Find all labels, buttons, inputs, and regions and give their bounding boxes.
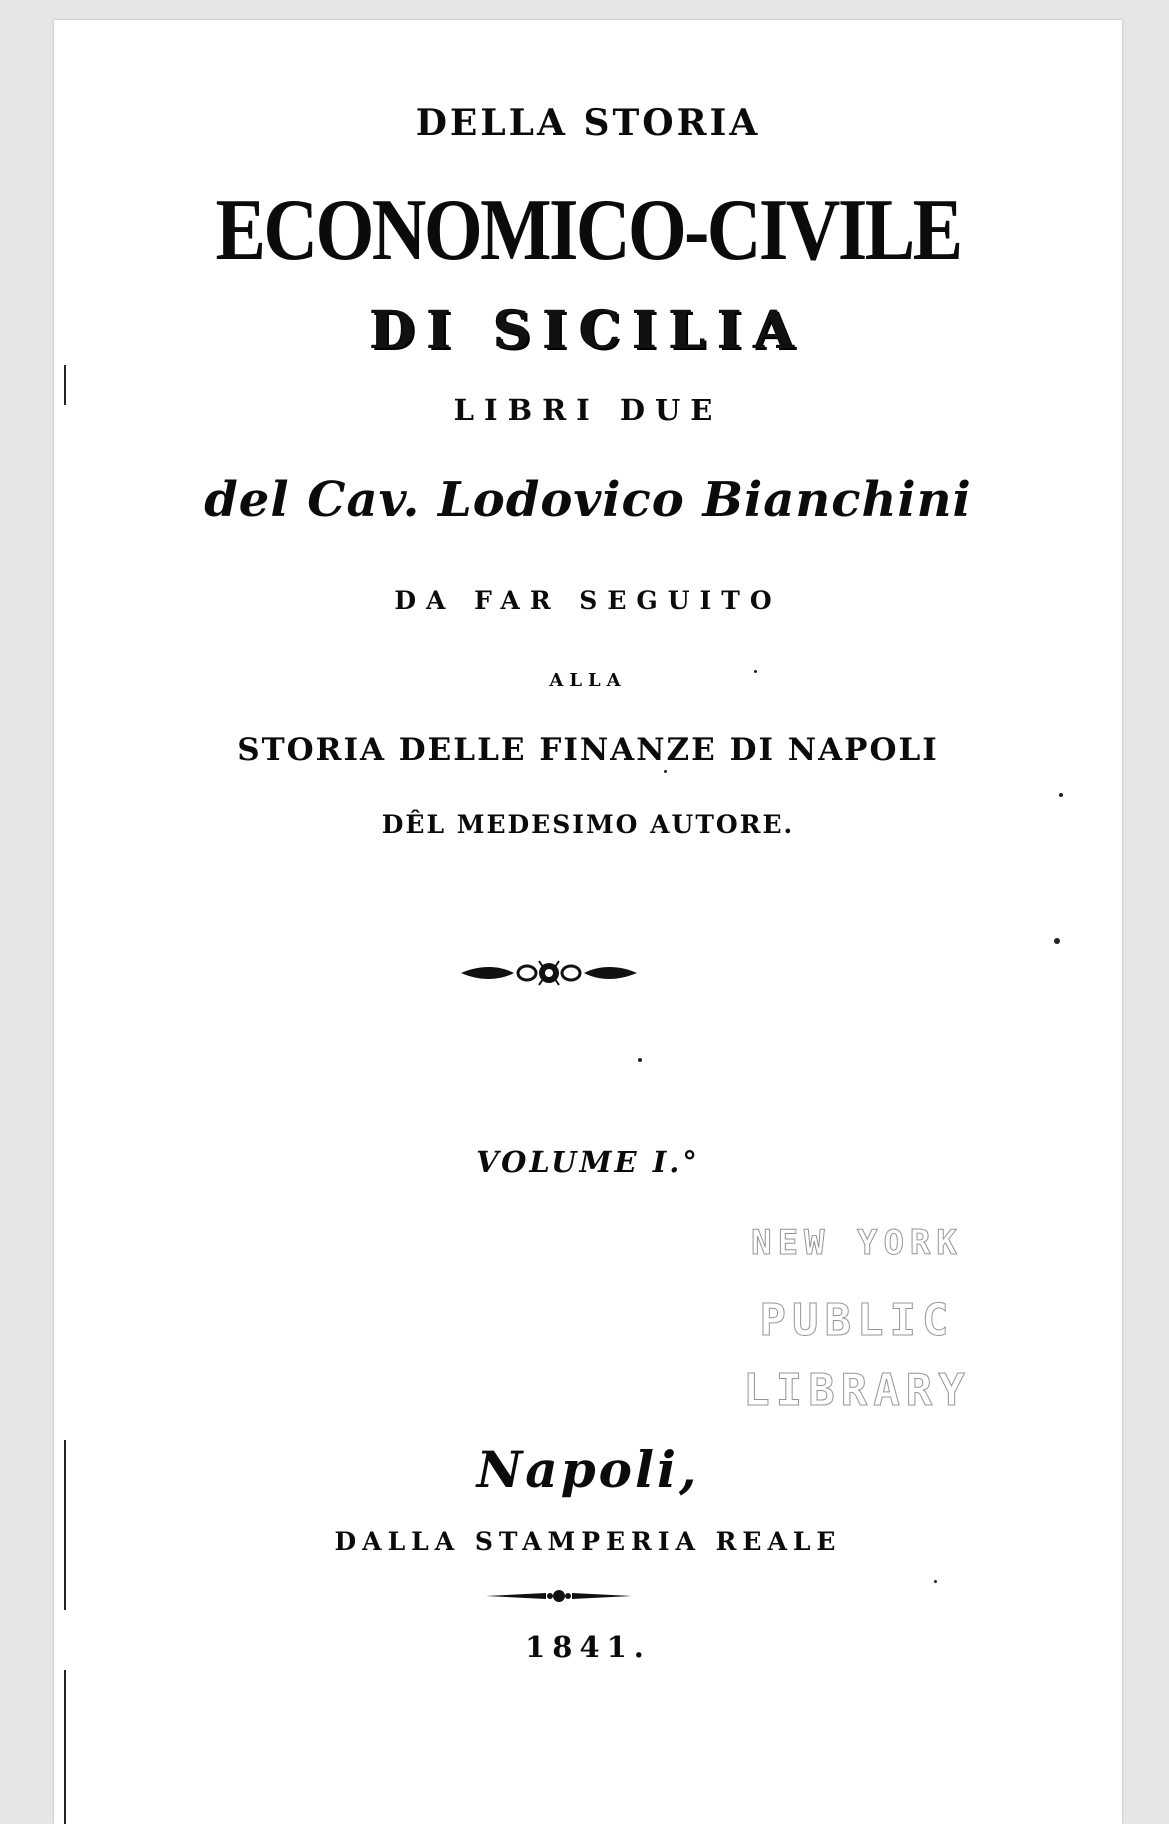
rule-divider-icon — [484, 1586, 634, 1606]
scan-edge-mark — [64, 1670, 66, 1824]
title-line-economico-civile: ECONOMICO-CIVILE — [215, 182, 961, 279]
scan-speck — [1054, 938, 1060, 944]
printer-line: DALLA STAMPERIA REALE — [334, 1527, 842, 1556]
title-line-della-storia: DELLA STORIA — [415, 102, 761, 144]
title-line-storia-finanze: STORIA DELLE FINANZE DI NAPOLI — [237, 732, 939, 768]
title-line-libri-due: LIBRI DUE — [453, 393, 723, 427]
stamp-line-2: PUBLIC — [759, 1295, 955, 1346]
scan-edge-mark — [64, 1440, 66, 1610]
library-stamp — [692, 1215, 1022, 1450]
stamp-line-3: LIBRARY — [743, 1365, 971, 1416]
title-line-di-sicilia: DI SICILIA — [369, 300, 807, 361]
place-of-publication: Napoli, — [476, 1440, 700, 1499]
ornament-divider-icon — [459, 955, 639, 991]
author-line: del Cav. Lodovico Bianchini — [204, 472, 972, 528]
publication-year: 1841. — [525, 1630, 651, 1664]
scan-speck — [664, 770, 667, 773]
scan-speck — [754, 670, 757, 673]
title-line-alla: ALLA — [549, 670, 627, 691]
volume-label: VOLUME I.° — [476, 1145, 700, 1179]
title-line-da-far-seguito: DA FAR SEGUITO — [394, 586, 782, 615]
scan-edge-mark — [64, 365, 66, 405]
scan-speck — [638, 1058, 642, 1062]
scan-speck — [934, 1580, 937, 1583]
title-line-medesimo-autore: DÊL MEDESIMO AUTORE. — [381, 810, 795, 839]
title-page — [54, 20, 1122, 1824]
stamp-line-1: NEW YORK — [751, 1223, 963, 1263]
scan-speck — [1059, 793, 1063, 797]
